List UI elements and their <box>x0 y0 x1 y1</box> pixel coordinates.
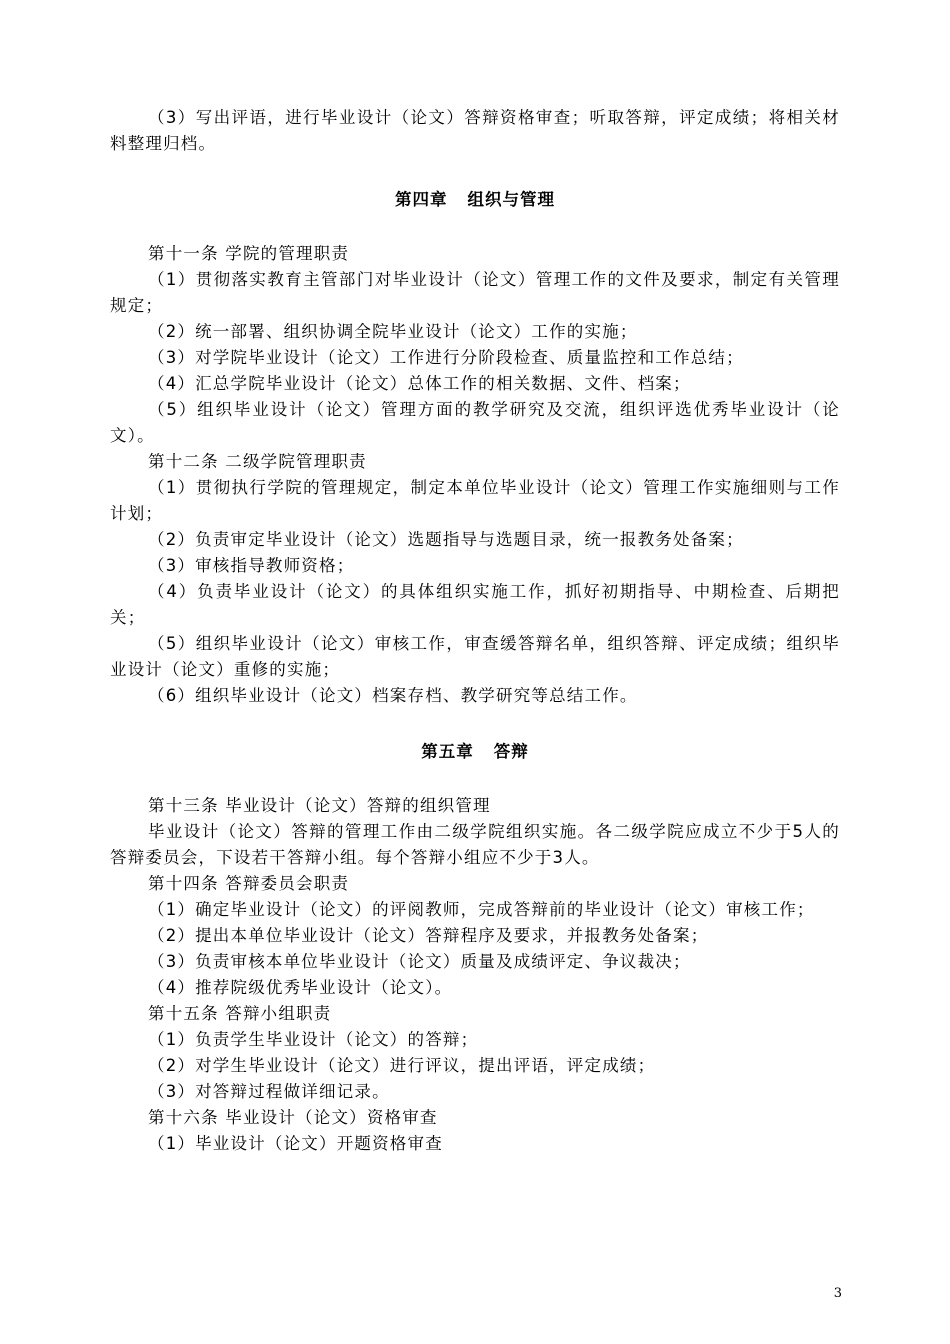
chapter-title: 组织与管理 <box>467 190 555 209</box>
paragraph: （1）毕业设计（论文）开题资格审查 <box>148 1134 443 1153</box>
article-heading: 第十六条 毕业设计（论文）资格审查 <box>148 1108 438 1127</box>
paragraph: （4）推荐院级优秀毕业设计（论文）。 <box>148 978 453 997</box>
article-heading: 第十二条 二级学院管理职责 <box>148 452 367 471</box>
paragraph: （4）汇总学院毕业设计（论文）总体工作的相关数据、文件、档案； <box>148 374 691 393</box>
chapter-heading <box>110 739 840 765</box>
paragraph: （5）组织毕业设计（论文）审核工作，审查缓答辩名单，组织答辩、评定成绩；组织毕业设计（论文）重修的实施； <box>110 634 840 679</box>
chapter-label: 第五章 <box>421 742 474 761</box>
document-body <box>110 105 840 1157</box>
paragraph: （4）负责毕业设计（论文）的具体组织实施工作，抓好初期指导、中期检查、后期把关； <box>110 582 840 627</box>
chapter-heading <box>110 187 840 213</box>
paragraph: 毕业设计（论文）答辩的管理工作由二级学院组织实施。各二级学院应成立不少于5人的答辩委员会，下设若干答辩小组。每个答辩小组应不少于3人。 <box>110 822 840 867</box>
paragraph: （5）组织毕业设计（论文）管理方面的教学研究及交流，组织评选优秀毕业设计（论文）。 <box>110 400 840 445</box>
article-heading: 第十一条 学院的管理职责 <box>148 244 350 263</box>
article-heading: 第十三条 毕业设计（论文）答辩的组织管理 <box>148 796 491 815</box>
article-heading: 第十四条 答辩委员会职责 <box>148 874 350 893</box>
paragraph: （1）确定毕业设计（论文）的评阅教师，完成答辩前的毕业设计（论文）审核工作； <box>148 900 815 919</box>
paragraph: （1）负责学生毕业设计（论文）的答辩； <box>148 1030 479 1049</box>
paragraph: （3）对学院毕业设计（论文）工作进行分阶段检查、质量监控和工作总结； <box>148 348 744 367</box>
paragraph: （2）提出本单位毕业设计（论文）答辩程序及要求，并报教务处备案； <box>148 926 709 945</box>
paragraph: （2）统一部署、组织协调全院毕业设计（论文）工作的实施； <box>148 322 638 341</box>
paragraph: （2）负责审定毕业设计（论文）选题指导与选题目录，统一报教务处备案； <box>148 530 744 549</box>
paragraph: （3）负责审核本单位毕业设计（论文）质量及成绩评定、争议裁决； <box>148 952 691 971</box>
paragraph: （3）审核指导教师资格； <box>148 556 355 575</box>
article-heading: 第十五条 答辩小组职责 <box>148 1004 332 1023</box>
paragraph: （1）贯彻执行学院的管理规定，制定本单位毕业设计（论文）管理工作实施细则与工作计划； <box>110 478 840 523</box>
paragraph: （2）对学生毕业设计（论文）进行评议，提出评语，评定成绩； <box>148 1056 656 1075</box>
chapter-label: 第四章 <box>395 190 448 209</box>
chapter-title: 答辩 <box>493 742 529 761</box>
paragraph: （1）贯彻落实教育主管部门对毕业设计（论文）管理工作的文件及要求，制定有关管理规定； <box>110 270 840 315</box>
paragraph: （6）组织毕业设计（论文）档案存档、教学研究等总结工作。 <box>148 686 638 705</box>
paragraph: （3）对答辩过程做详细记录。 <box>148 1082 390 1101</box>
paragraph: （3）写出评语，进行毕业设计（论文）答辩资格审查；听取答辩，评定成绩；将相关材料整理归档。 <box>110 108 840 153</box>
page-number: 3 <box>833 1286 842 1301</box>
